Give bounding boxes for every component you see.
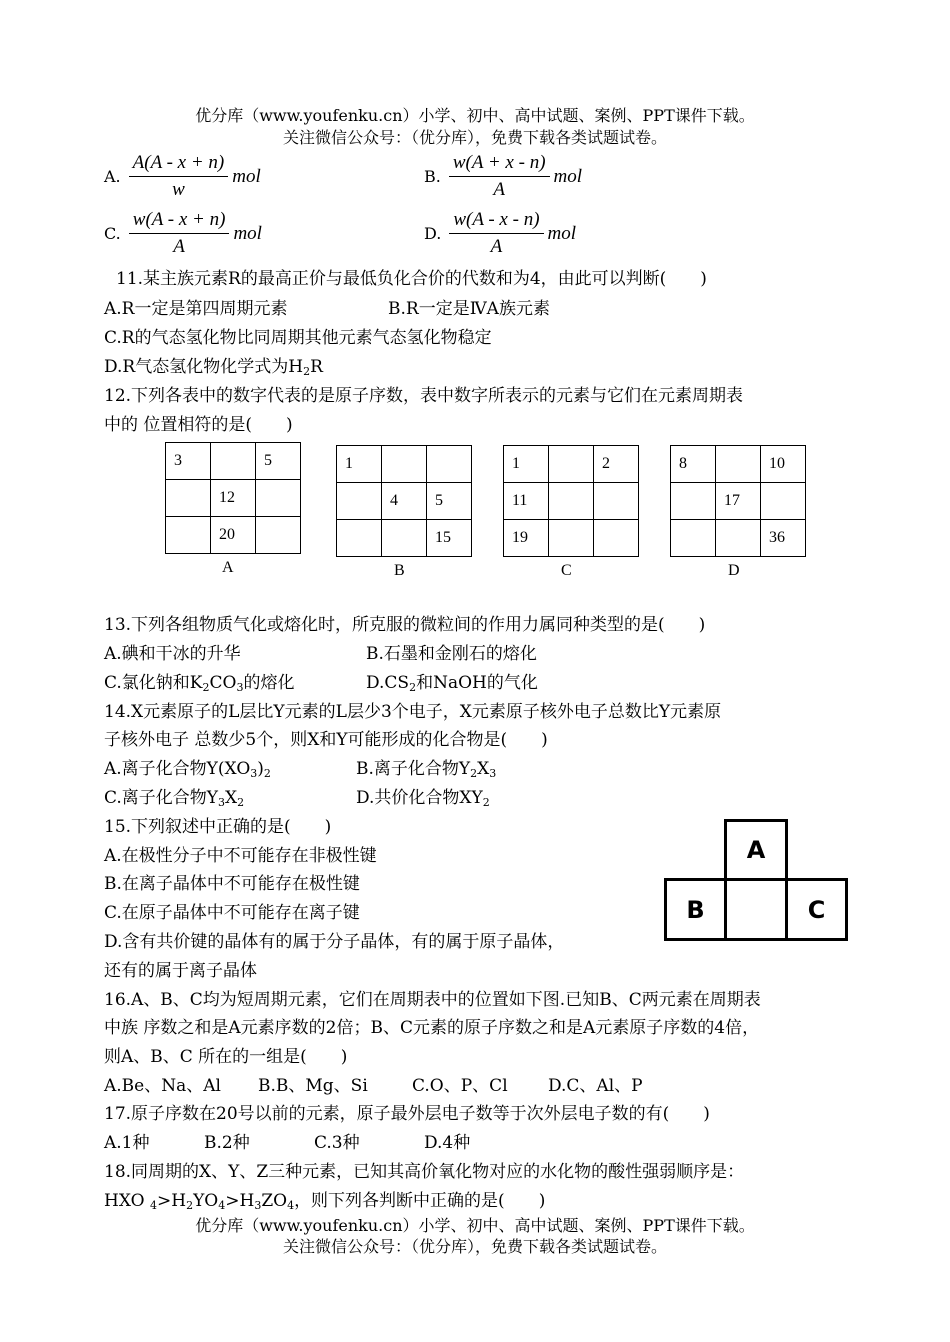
grid-cell xyxy=(337,483,382,520)
grid-cell xyxy=(166,480,211,517)
q10-c-fraction: $\frac{w(A - x + n)}{A}$ xyxy=(129,207,230,260)
q15-option-c: C.在原子晶体中不可能存在离子键 xyxy=(104,903,360,923)
grid-cell xyxy=(427,446,472,483)
q15-option-d-line-2: 还有的属于离子晶体 xyxy=(104,961,257,981)
q13-option-c: C.氯化钠和$K_2CO_3$的熔化 xyxy=(104,673,295,694)
grid-cell: 8 xyxy=(671,446,716,483)
grid-row xyxy=(671,446,806,483)
grid-cell xyxy=(716,446,761,483)
grid-cell: 5 xyxy=(256,443,301,480)
q16-stem-line-3: 则A、B、C 所在的一组是( ) xyxy=(104,1047,348,1067)
grid-cell: 1 xyxy=(504,446,549,483)
grid-cell xyxy=(166,517,211,554)
q18-stem-line-1: 18.同周期的X、Y、Z三种元素，已知其高价氧化物对应的水化物的酸性强弱顺序是： xyxy=(104,1162,745,1182)
q10-option-c: C. $\frac{w(A - x + n)}{A}$ mol xyxy=(104,207,262,260)
cell-c: C xyxy=(785,878,848,941)
grid-cell xyxy=(337,520,382,557)
grid-cell xyxy=(716,520,761,557)
grid-cell: 5 xyxy=(427,483,472,520)
q11-stem: 11.某主族元素R的最高正价与最低负化合价的代数和为4，由此可以判断( ) xyxy=(116,269,707,289)
grid-cell: 2 xyxy=(594,446,639,483)
q18-stem-line-2: HXO $_4>H_2YO_4>H_3ZO_4$，则下列各判断中正确的是( ) xyxy=(104,1191,546,1212)
grid-cell: 15 xyxy=(427,520,472,557)
q12-stem-line-1: 12.下列各表中的数字代表的是原子序数，表中数字所表示的元素与它们在元素周期表 xyxy=(104,386,744,406)
grid-cell: 19 xyxy=(504,520,549,557)
grid-cell xyxy=(671,520,716,557)
q14-stem-line-2: 子核外电子 总数少5个，则X和Y可能形成的化合物是( ) xyxy=(104,730,548,750)
q17-option-a: A.1种 xyxy=(104,1133,150,1153)
grid-row xyxy=(671,483,806,520)
periodic-table-b xyxy=(336,445,472,557)
cell-empty xyxy=(724,878,788,941)
periodic-table-d xyxy=(670,445,806,557)
q13-option-d: $D.CS_2$和NaOH的气化 xyxy=(366,673,538,694)
grid-row xyxy=(337,483,472,520)
grid-cell xyxy=(594,483,639,520)
cell-b: B xyxy=(664,878,727,941)
grid-cell xyxy=(382,520,427,557)
q13-stem: 13.下列各组物质气化或熔化时，所克服的微粒间的作用力属同种类型的是( ) xyxy=(104,615,706,635)
q17-option-c: C.3种 xyxy=(314,1133,360,1153)
grid-cell xyxy=(256,517,301,554)
q16-option-c: C.O、P、Cl xyxy=(412,1076,508,1096)
grid-row xyxy=(671,520,806,557)
grid-row xyxy=(504,446,639,483)
q14-option-c: C.离子化合物$Y_3X_2$ xyxy=(104,788,245,809)
grid-cell: 1 xyxy=(337,446,382,483)
q10-option-b: B. $\frac{w(A + x - n)}{A}$ mol xyxy=(424,150,582,203)
grid-cell: 10 xyxy=(761,446,806,483)
grid-row xyxy=(337,446,472,483)
grid-cell: 12 xyxy=(211,480,256,517)
q16-stem-line-2: 中族 序数之和是A元素序数的2倍；B、C元素的原子序数之和是A元素原子序数的4倍， xyxy=(104,1018,760,1038)
grid-cell xyxy=(211,443,256,480)
q11-option-b: B.R一定是ⅣA族元素 xyxy=(388,299,550,319)
q15-option-b: B.在离子晶体中不可能存在极性键 xyxy=(104,874,360,894)
q14-option-a: A.离子化合物$Y(XO_3)_2$ xyxy=(104,759,271,780)
q14-stem-line-1: 14.X元素原子的L层比Y元素的L层少3个电子，X元素原子核外电子总数比Y元素原 xyxy=(104,702,722,722)
grid-cell: 11 xyxy=(504,483,549,520)
grid-cell xyxy=(256,480,301,517)
periodic-table-a-label: A xyxy=(222,559,234,576)
header-line-2: 关注微信公众号：（优分库），免费下载各类试题试卷。 xyxy=(282,128,667,147)
header-line-1: 优分库（www.youfenku.cn）小学、初中、高中试题、案例、PPT课件下载。 xyxy=(195,106,755,125)
q16-option-d: D.C、Al、P xyxy=(548,1076,643,1096)
q16-option-b: B.B、Mg、Si xyxy=(258,1076,368,1096)
q13-option-a: A.碘和干冰的升华 xyxy=(104,644,241,664)
grid-cell: 3 xyxy=(166,443,211,480)
periodic-table-c xyxy=(503,445,639,557)
q10-option-d: D. $\frac{w(A - x - n)}{A}$ mol xyxy=(424,207,576,260)
grid-cell xyxy=(594,520,639,557)
grid-cell xyxy=(549,483,594,520)
periodic-table-b-label: B xyxy=(394,562,405,579)
grid-cell xyxy=(761,483,806,520)
grid-cell xyxy=(671,483,716,520)
q10-b-fraction: $\frac{w(A + x - n)}{A}$ xyxy=(449,150,550,203)
q10-option-a: A. $\frac{A(A - x + n)}{w}$ mol xyxy=(104,150,261,203)
grid-cell: 20 xyxy=(211,517,256,554)
q15-option-d-line-1: D.含有共价键的晶体有的属于分子晶体，有的属于原子晶体， xyxy=(104,932,565,952)
grid-row xyxy=(337,520,472,557)
periodic-table-a xyxy=(165,442,301,554)
q14-option-b: B.离子化合物$Y_2X_3$ xyxy=(356,759,497,780)
footer-line-2: 关注微信公众号：（优分库），免费下载各类试题试卷。 xyxy=(282,1237,667,1256)
grid-cell: 36 xyxy=(761,520,806,557)
q14-option-d: D.共价化合物$XY_2$ xyxy=(356,788,490,809)
footer-line-1: 优分库（www.youfenku.cn）小学、初中、高中试题、案例、PPT课件下载。 xyxy=(195,1216,755,1235)
grid-cell xyxy=(549,520,594,557)
grid-row xyxy=(504,520,639,557)
q12-stem-line-2: 中的 位置相符的是( ) xyxy=(104,415,293,435)
q17-option-b: B.2种 xyxy=(204,1133,250,1153)
grid-row xyxy=(166,480,301,517)
q17-option-d: D.4种 xyxy=(424,1133,471,1153)
q11-option-c: C.R的气态氢化物比同周期其他元素气态氢化物稳定 xyxy=(104,328,492,348)
q11-option-d: D.R气态氢化物化学式为$H_2R$ xyxy=(104,357,323,378)
q11-option-a: A.R一定是第四周期元素 xyxy=(104,299,288,319)
grid-row xyxy=(166,443,301,480)
grid-row xyxy=(166,517,301,554)
grid-cell xyxy=(549,446,594,483)
grid-row xyxy=(504,483,639,520)
periodic-table-d-label: D xyxy=(728,562,740,579)
grid-cell: 4 xyxy=(382,483,427,520)
q13-option-b: B.石墨和金刚石的熔化 xyxy=(366,644,537,664)
cell-a: A xyxy=(724,819,788,881)
q15-option-a: A.在极性分子中不可能存在非极性键 xyxy=(104,846,377,866)
q10-d-fraction: $\frac{w(A - x - n)}{A}$ xyxy=(449,207,543,260)
q15-stem: 15.下列叙述中正确的是( ) xyxy=(104,817,332,837)
q10-a-fraction: $\frac{A(A - x + n)}{w}$ xyxy=(129,150,229,203)
grid-cell: 17 xyxy=(716,483,761,520)
q16-stem-line-1: 16.A、B、C均为短周期元素，它们在周期表中的位置如下图.已知B、C两元素在周期表 xyxy=(104,990,761,1010)
q17-stem: 17.原子序数在20号以前的元素，原子最外层电子数等于次外层电子数的有( ) xyxy=(104,1104,710,1124)
q16-option-a: A.Be、Na、Al xyxy=(104,1076,221,1096)
periodic-table-c-label: C xyxy=(561,562,572,579)
grid-cell xyxy=(382,446,427,483)
